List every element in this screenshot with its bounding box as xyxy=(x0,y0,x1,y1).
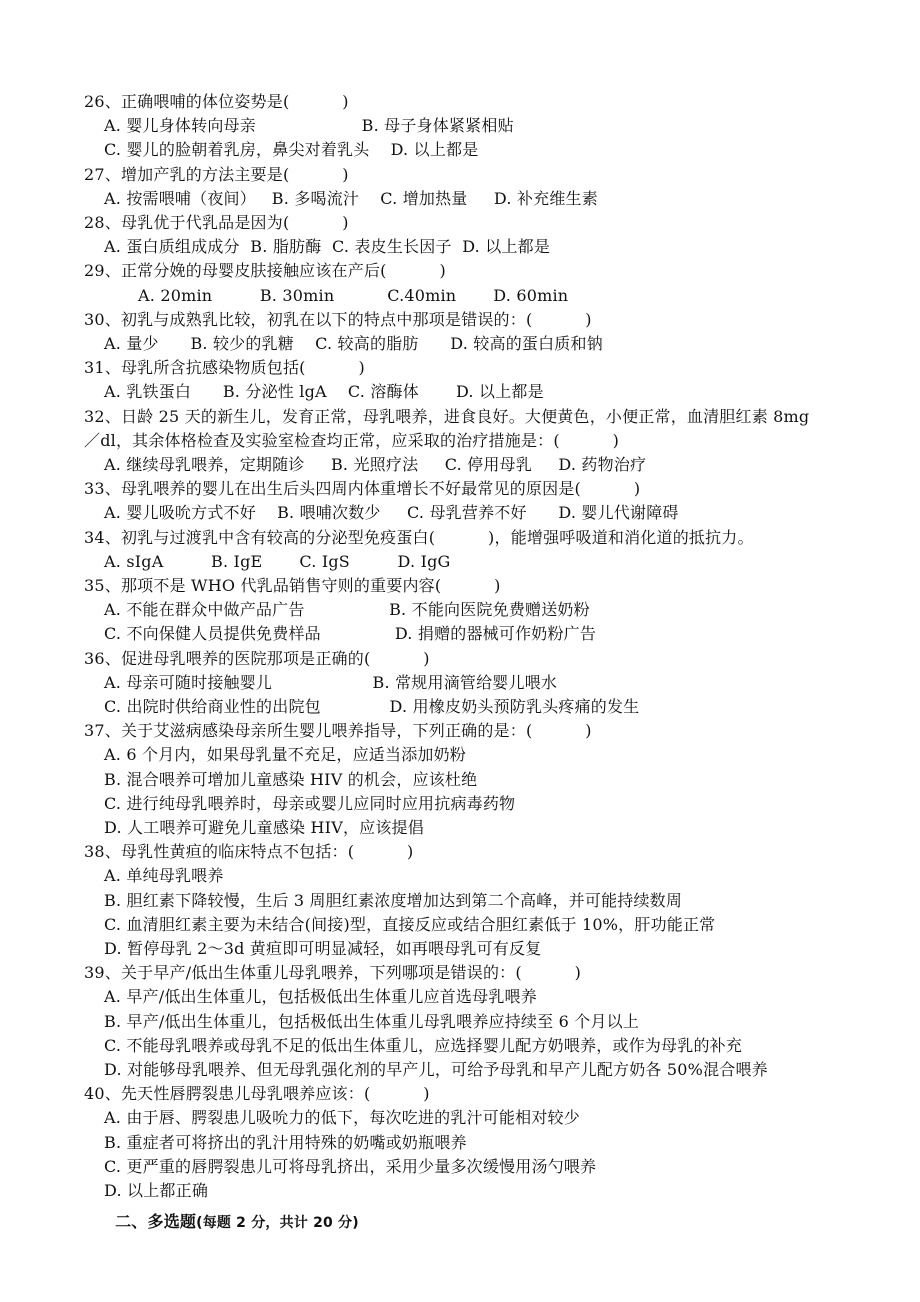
option-line: A. 6 个月内，如果母乳量不充足，应适当添加奶粉 xyxy=(104,745,466,764)
option-line: A. 婴儿身体转向母亲 B. 母子身体紧紧相贴 xyxy=(104,116,514,135)
option-line: B. 早产/低出生体重儿，包括极低出生体重儿母乳喂养应持续至 6 个月以上 xyxy=(104,1012,640,1031)
question-line: 27、增加产乳的方法主要是( ) xyxy=(84,165,349,184)
question-line: 40、先天性唇腭裂患儿母乳喂养应该：( ) xyxy=(84,1084,430,1103)
option-line: C. 血清胆红素主要为未结合(间接)型，直接反应或结合胆红素低于 10%，肝功能正常 xyxy=(104,915,716,934)
option-line: B. 胆红素下降较慢，生后 3 周胆红素浓度增加达到第二个高峰，并可能持续数周 xyxy=(104,891,683,910)
option-line: C. 更严重的唇腭裂患儿可将母乳挤出，采用少量多次缓慢用汤勺喂养 xyxy=(104,1157,597,1176)
option-line: A. 母亲可随时接触婴儿 B. 常规用滴管给婴儿喂水 xyxy=(104,673,558,692)
option-line: D. 暂停母乳 2～3d 黄疸即可明显减轻，如再喂母乳可有反复 xyxy=(104,939,542,958)
option-line: A. sIgA B. IgE C. IgS D. IgG xyxy=(104,552,451,571)
question-line: 36、促进母乳喂养的医院那项是正确的( ) xyxy=(84,649,430,668)
question-line: 37、关于艾滋病感染母亲所生婴儿喂养指导，下列正确的是：( ) xyxy=(84,721,592,740)
question-line: 39、关于早产/低出生体重儿母乳喂养，下列哪项是错误的：( ) xyxy=(84,963,582,982)
question-line: ／dl，其余体格检查及实验室检查均正常，应采取的治疗措施是：( ) xyxy=(84,431,620,450)
option-line: A. 早产/低出生体重儿，包括极低出生体重儿应首选母乳喂养 xyxy=(104,987,537,1006)
option-line: A. 不能在群众中做产品广告 B. 不能向医院免费赠送奶粉 xyxy=(104,600,590,619)
question-line: 31、母乳所含抗感染物质包括( ) xyxy=(84,358,365,377)
option-line: C. 不向保健人员提供免费样品 D. 捐赠的器械可作奶粉广告 xyxy=(104,624,597,643)
option-line: B. 重症者可将挤出的乳汁用特殊的奶嘴或奶瓶喂养 xyxy=(104,1133,467,1152)
option-line: D. 以上都正确 xyxy=(104,1181,209,1200)
option-line: A. 单纯母乳喂养 xyxy=(104,866,224,885)
option-line: A. 乳铁蛋白 B. 分泌性 lgA C. 溶酶体 D. 以上都是 xyxy=(104,382,544,401)
question-line: 34、初乳与过渡乳中含有较高的分泌型免疫蛋白( )，能增强呼吸道和消化道的抵抗力。 xyxy=(84,528,754,547)
question-line: 38、母乳性黄疸的临床特点不包括：( ) xyxy=(84,842,414,861)
question-line: 26、正确喂哺的体位姿势是( ) xyxy=(84,92,349,111)
option-line: A. 量少 B. 较少的乳糖 C. 较高的脂肪 D. 较高的蛋白质和钠 xyxy=(104,334,603,353)
option-line: A. 蛋白质组成成分 B. 脂肪酶 C. 表皮生长因子 D. 以上都是 xyxy=(104,237,551,256)
option-line: A. 继续母乳喂养，定期随诊 B. 光照疗法 C. 停用母乳 D. 药物治疗 xyxy=(104,455,647,474)
question-line: 33、母乳喂养的婴儿在出生后头四周内体重增长不好最常见的原因是( ) xyxy=(84,479,641,498)
section-title: 二、多选题 xyxy=(115,1212,197,1231)
option-line: A. 20min B. 30min C.40min D. 60min xyxy=(138,286,569,305)
question-line: 29、正常分娩的母婴皮肤接触应该在产后( ) xyxy=(84,261,446,280)
section-note: (每题 2 分，共计 20 分) xyxy=(196,1215,359,1231)
option-line: B. 混合喂养可增加儿童感染 HIV 的机会，应该杜绝 xyxy=(104,770,478,789)
question-line: 35、那项不是 WHO 代乳品销售守则的重要内容( ) xyxy=(84,576,501,595)
option-line: D. 对能够母乳喂养、但无母乳强化剂的早产儿，可给予母乳和早产儿配方奶各 50%混合喂养 xyxy=(104,1060,768,1079)
option-line: D. 人工喂养可避免儿童感染 HIV，应该提倡 xyxy=(104,818,424,837)
question-line: 30、初乳与成熟乳比较，初乳在以下的特点中那项是错误的：( ) xyxy=(84,310,592,329)
option-line: C. 不能母乳喂养或母乳不足的低出生体重儿，应选择婴儿配方奶喂养，或作为母乳的补充 xyxy=(104,1036,743,1055)
option-line: C. 进行纯母乳喂养时，母亲或婴儿应同时应用抗病毒药物 xyxy=(104,794,516,813)
option-line: A. 按需喂哺（夜间） B. 多喝流汁 C. 增加热量 D. 补充维生素 xyxy=(104,189,598,208)
section-heading xyxy=(92,1186,359,1231)
option-line: A. 婴儿吸吮方式不好 B. 喂哺次数少 C. 母乳营养不好 D. 婴儿代谢障碍 xyxy=(104,503,679,522)
option-line: C. 婴儿的脸朝着乳房，鼻尖对着乳头 D. 以上都是 xyxy=(104,140,479,159)
question-line: 32、日龄 25 天的新生儿，发育正常，母乳喂养，进食良好。大便黄色，小便正常，血清胆红素 8mg xyxy=(84,407,810,426)
option-line: A. 由于唇、腭裂患儿吸吮力的低下，每次吃进的乳汁可能相对较少 xyxy=(104,1108,580,1127)
option-line: C. 出院时供给商业性的出院包 D. 用橡皮奶头预防乳头疼痛的发生 xyxy=(104,697,640,716)
question-line: 28、母乳优于代乳品是因为( ) xyxy=(84,213,349,232)
